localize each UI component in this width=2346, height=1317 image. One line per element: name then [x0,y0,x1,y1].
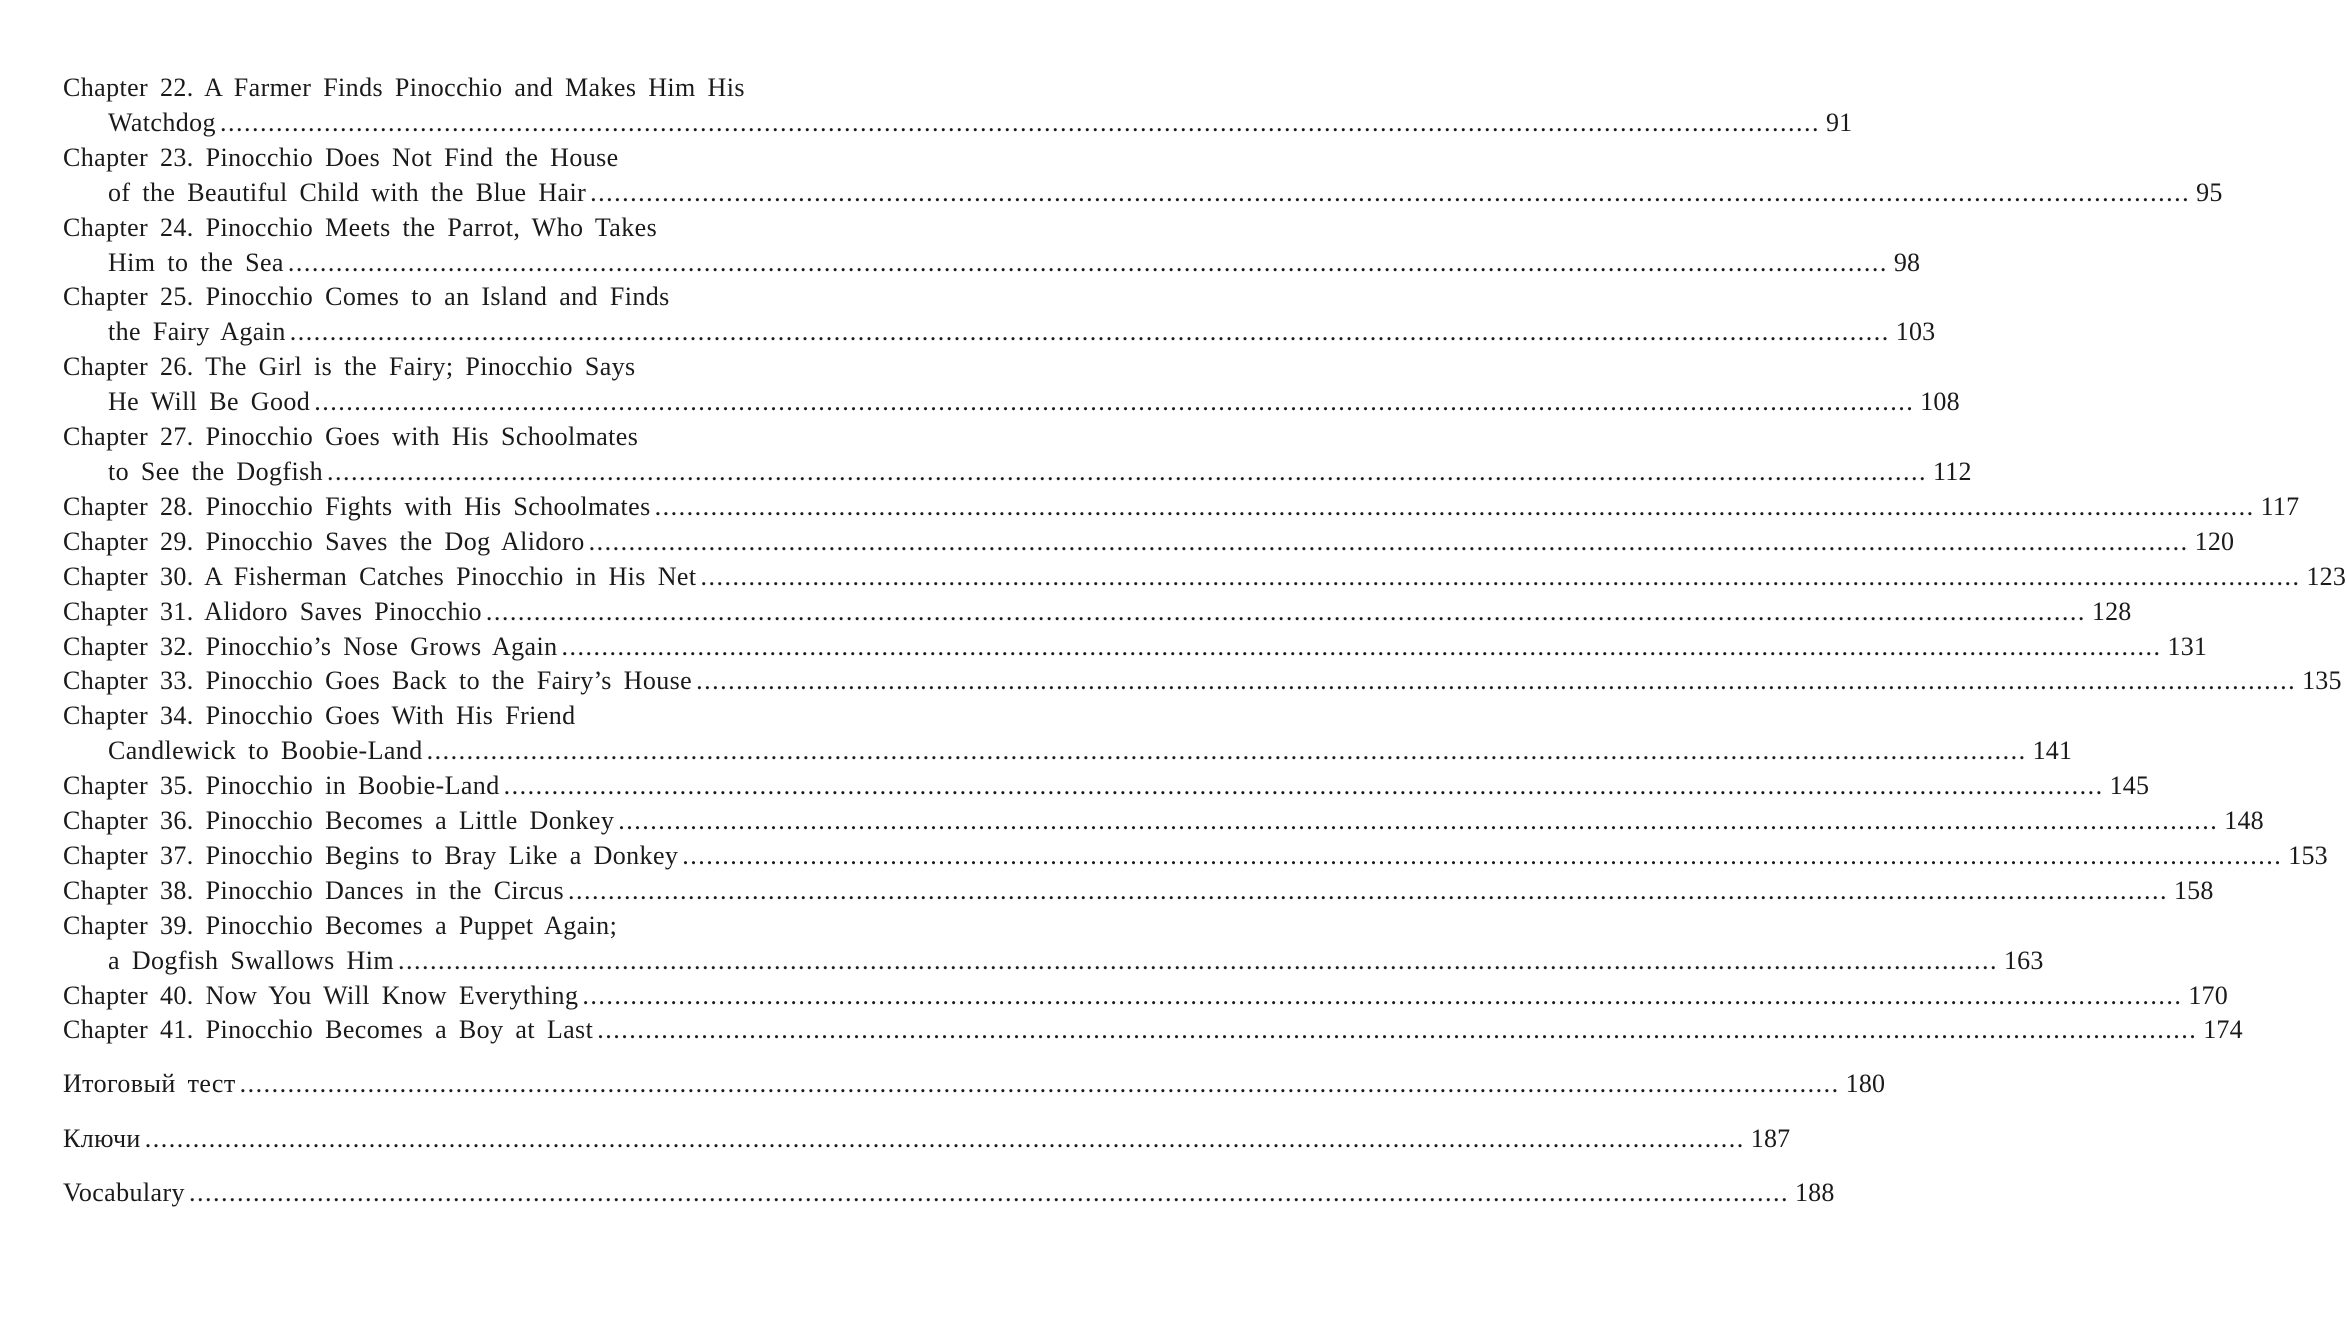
toc-entry-title: Chapter 22. A Farmer Finds Pinocchio and Makes Him His [63,73,745,102]
toc-entry-chapter [63,979,2228,1014]
dot-leader: ........................................................................................................................................................................................................ [327,456,1928,486]
toc-page-number: 112 [1933,456,1972,486]
toc-entry-line [63,71,929,106]
dot-leader: ........................................................................................................................................................................................................ [696,666,2297,696]
toc-entry-chapter [63,280,1936,350]
toc-entry-chapter [63,420,1972,490]
toc-entry-continuation [63,944,2044,979]
toc-entry-chapter [63,699,2073,769]
toc-entry-line [63,595,2132,630]
toc-entry-title: Chapter 34. Pinocchio Goes With His Friend [63,701,576,731]
dot-leader: ........................................................................................................................................................................................................ [426,736,2027,766]
toc-page-number: 187 [1750,1123,1791,1153]
toc-entry-title: Him to the Sea [108,247,284,277]
toc-entry-title: Chapter 35. Pinocchio in Boobie-Land [63,771,500,801]
dot-leader: ........................................................................................................................................................................................................ [289,317,1890,347]
toc-entry-line [63,979,2228,1014]
toc-entry-title: Chapter 31. Alidoro Saves Pinocchio [63,596,482,626]
toc-entry-chapter [63,560,2346,595]
toc-entry-appendix [63,1067,1886,1102]
toc-entry-title: Chapter 30. A Fisherman Catches Pinocchio in His Net [63,561,697,591]
toc-entry-line [63,804,2264,839]
toc-entry-line [63,525,2235,560]
toc-page-number: 131 [2167,631,2208,661]
dot-leader: ........................................................................................................................................................................................................ [485,596,2086,626]
toc-entry-line [63,350,929,385]
toc-page-number: 120 [2194,526,2235,556]
toc-entry-chapter [63,595,2132,630]
toc-entry-title: Candlewick to Boobie-Land [108,736,423,766]
dot-leader: ........................................................................................................................................................................................................ [590,177,2191,207]
toc-entry-continuation [63,106,1853,141]
toc-entry-chapter [63,874,2214,909]
dot-leader: ........................................................................................................................................................................................................ [588,526,2189,556]
table-of-contents [63,71,2346,1231]
toc-entry-title: He Will Be Good [108,387,311,417]
dot-leader: ........................................................................................................................................................................................................ [287,247,1888,277]
dot-leader: ........................................................................................................................................................................................................ [219,107,1820,137]
toc-page-number: 135 [2302,666,2342,696]
toc-entry-title: the Fairy Again [108,317,286,347]
toc-entry-line [63,280,929,315]
toc-entry-chapter [63,525,2235,560]
toc-entry-chapter [63,1013,2243,1048]
dot-leader: ........................................................................................................................................................................................................ [682,840,2283,870]
toc-entry-continuation [63,176,2223,211]
toc-entry-title: Chapter 29. Pinocchio Saves the Dog Alidoro [63,526,585,556]
toc-page-number: 128 [2091,596,2132,626]
toc-entry-line [63,1013,2243,1048]
dot-leader: ........................................................................................................................................................................................................ [239,1069,1840,1099]
toc-entry-line [63,1176,1835,1211]
toc-entry-title: Vocabulary [63,1178,185,1208]
dot-leader: ........................................................................................................................................................................................................ [654,491,2255,521]
toc-entry-title: Chapter 36. Pinocchio Becomes a Little Donkey [63,806,615,836]
toc-entry-continuation [63,455,1972,490]
dot-leader: ........................................................................................................................................................................................................ [618,806,2219,836]
toc-entry-title: Chapter 23. Pinocchio Does Not Find the House [63,142,619,172]
toc-entry-chapter [63,769,2150,804]
toc-entry-title: Watchdog [108,107,216,137]
toc-page-number: 180 [1845,1069,1886,1099]
dot-leader: ........................................................................................................................................................................................................ [700,561,2301,591]
dot-leader: ........................................................................................................................................................................................................ [144,1123,1745,1153]
dot-leader: ........................................................................................................................................................................................................ [582,980,2183,1010]
toc-entry-chapter [63,490,2300,525]
toc-page-number: 108 [1920,387,1960,417]
toc-page-number: 163 [2003,945,2044,975]
toc-entry-title: Chapter 40. Now You Will Know Everything [63,980,579,1010]
dot-leader: ........................................................................................................................................................................................................ [397,945,1998,975]
toc-page-number: 145 [2109,771,2150,801]
toc-entry-title: Chapter 27. Pinocchio Goes with His Schoolmates [63,422,639,452]
toc-page-number: 188 [1794,1178,1835,1208]
toc-entry-title: of the Beautiful Child with the Blue Hair [108,177,587,207]
toc-page-number: 153 [2288,840,2328,870]
toc-page-number: 158 [2173,875,2214,905]
toc-entry-line [63,490,2300,525]
toc-page-number: 170 [2188,980,2228,1010]
toc-entry-line [63,839,2328,874]
toc-entry-chapter [63,630,2208,665]
toc-entry-line [63,420,929,455]
toc-entry-line [63,211,929,246]
toc-entry-title: to See the Dogfish [108,456,324,486]
toc-entry-chapter [63,71,1853,141]
toc-page-number: 103 [1895,317,1936,347]
toc-entry-chapter [63,350,1960,420]
toc-page-number: 117 [2260,491,2300,521]
toc-entry-title: Ключи [63,1123,141,1153]
toc-entry-chapter [63,839,2328,874]
toc-entry-title: Chapter 32. Pinocchio’s Nose Grows Again [63,631,558,661]
toc-entry-continuation [63,315,1936,350]
toc-entry-appendix [63,1122,1791,1157]
dot-leader: ........................................................................................................................................................................................................ [503,771,2104,801]
toc-entry-chapter [63,804,2264,839]
toc-entry-line [63,909,929,944]
toc-page-number: 91 [1825,107,1853,137]
toc-entry-title: Chapter 41. Pinocchio Becomes a Boy at Last [63,1015,594,1045]
toc-page-number: 174 [2203,1015,2243,1045]
toc-entry-title: Chapter 28. Pinocchio Fights with His Schoolmates [63,491,651,521]
toc-entry-chapter [63,141,2223,211]
toc-entry-line [63,699,929,734]
dot-leader: ........................................................................................................................................................................................................ [597,1015,2198,1045]
toc-entry-line [63,560,2346,595]
toc-entry-title: Chapter 26. The Girl is the Fairy; Pinocchio Says [63,352,636,382]
toc-page-number: 123 [2306,561,2346,591]
toc-entry-title: Chapter 25. Pinocchio Comes to an Island and Finds [63,282,670,312]
toc-entry-title: Итоговый тест [63,1069,236,1099]
toc-entry-continuation [63,385,1960,420]
toc-entry-line [63,630,2208,665]
toc-entry-title: Chapter 24. Pinocchio Meets the Parrot, Who Takes [63,212,658,242]
toc-page-number: 141 [2032,736,2073,766]
toc-entry-title: Chapter 37. Pinocchio Begins to Bray Like a Donkey [63,840,679,870]
toc-entry-title: Chapter 39. Pinocchio Becomes a Puppet Again; [63,910,618,940]
toc-page-number: 98 [1893,247,1921,277]
toc-entry-continuation [63,734,2073,769]
dot-leader: ........................................................................................................................................................................................................ [561,631,2162,661]
toc-entry-chapter [63,211,1921,281]
chapter-list [63,71,2346,1048]
toc-entry-title: Chapter 33. Pinocchio Goes Back to the Fairy’s House [63,666,693,696]
toc-entry-continuation [63,246,1921,281]
toc-entry-line [63,141,929,176]
toc-entry-line [63,874,2214,909]
dot-leader: ........................................................................................................................................................................................................ [314,387,1915,417]
toc-page-number: 95 [2196,177,2223,207]
toc-entry-title: a Dogfish Swallows Him [108,945,394,975]
toc-entry-line [63,1122,1791,1157]
toc-entry-appendix [63,1176,1835,1211]
appendix-list [63,1067,1886,1211]
toc-entry-line [63,769,2150,804]
toc-entry-title: Chapter 38. Pinocchio Dances in the Circus [63,875,564,905]
toc-entry-chapter [63,664,2342,699]
toc-entry-line [63,664,2342,699]
toc-entry-line [63,1067,1886,1102]
dot-leader: ........................................................................................................................................................................................................ [567,875,2168,905]
dot-leader: ........................................................................................................................................................................................................ [188,1178,1789,1208]
toc-entry-chapter [63,909,2044,979]
toc-page-number: 148 [2224,806,2264,836]
